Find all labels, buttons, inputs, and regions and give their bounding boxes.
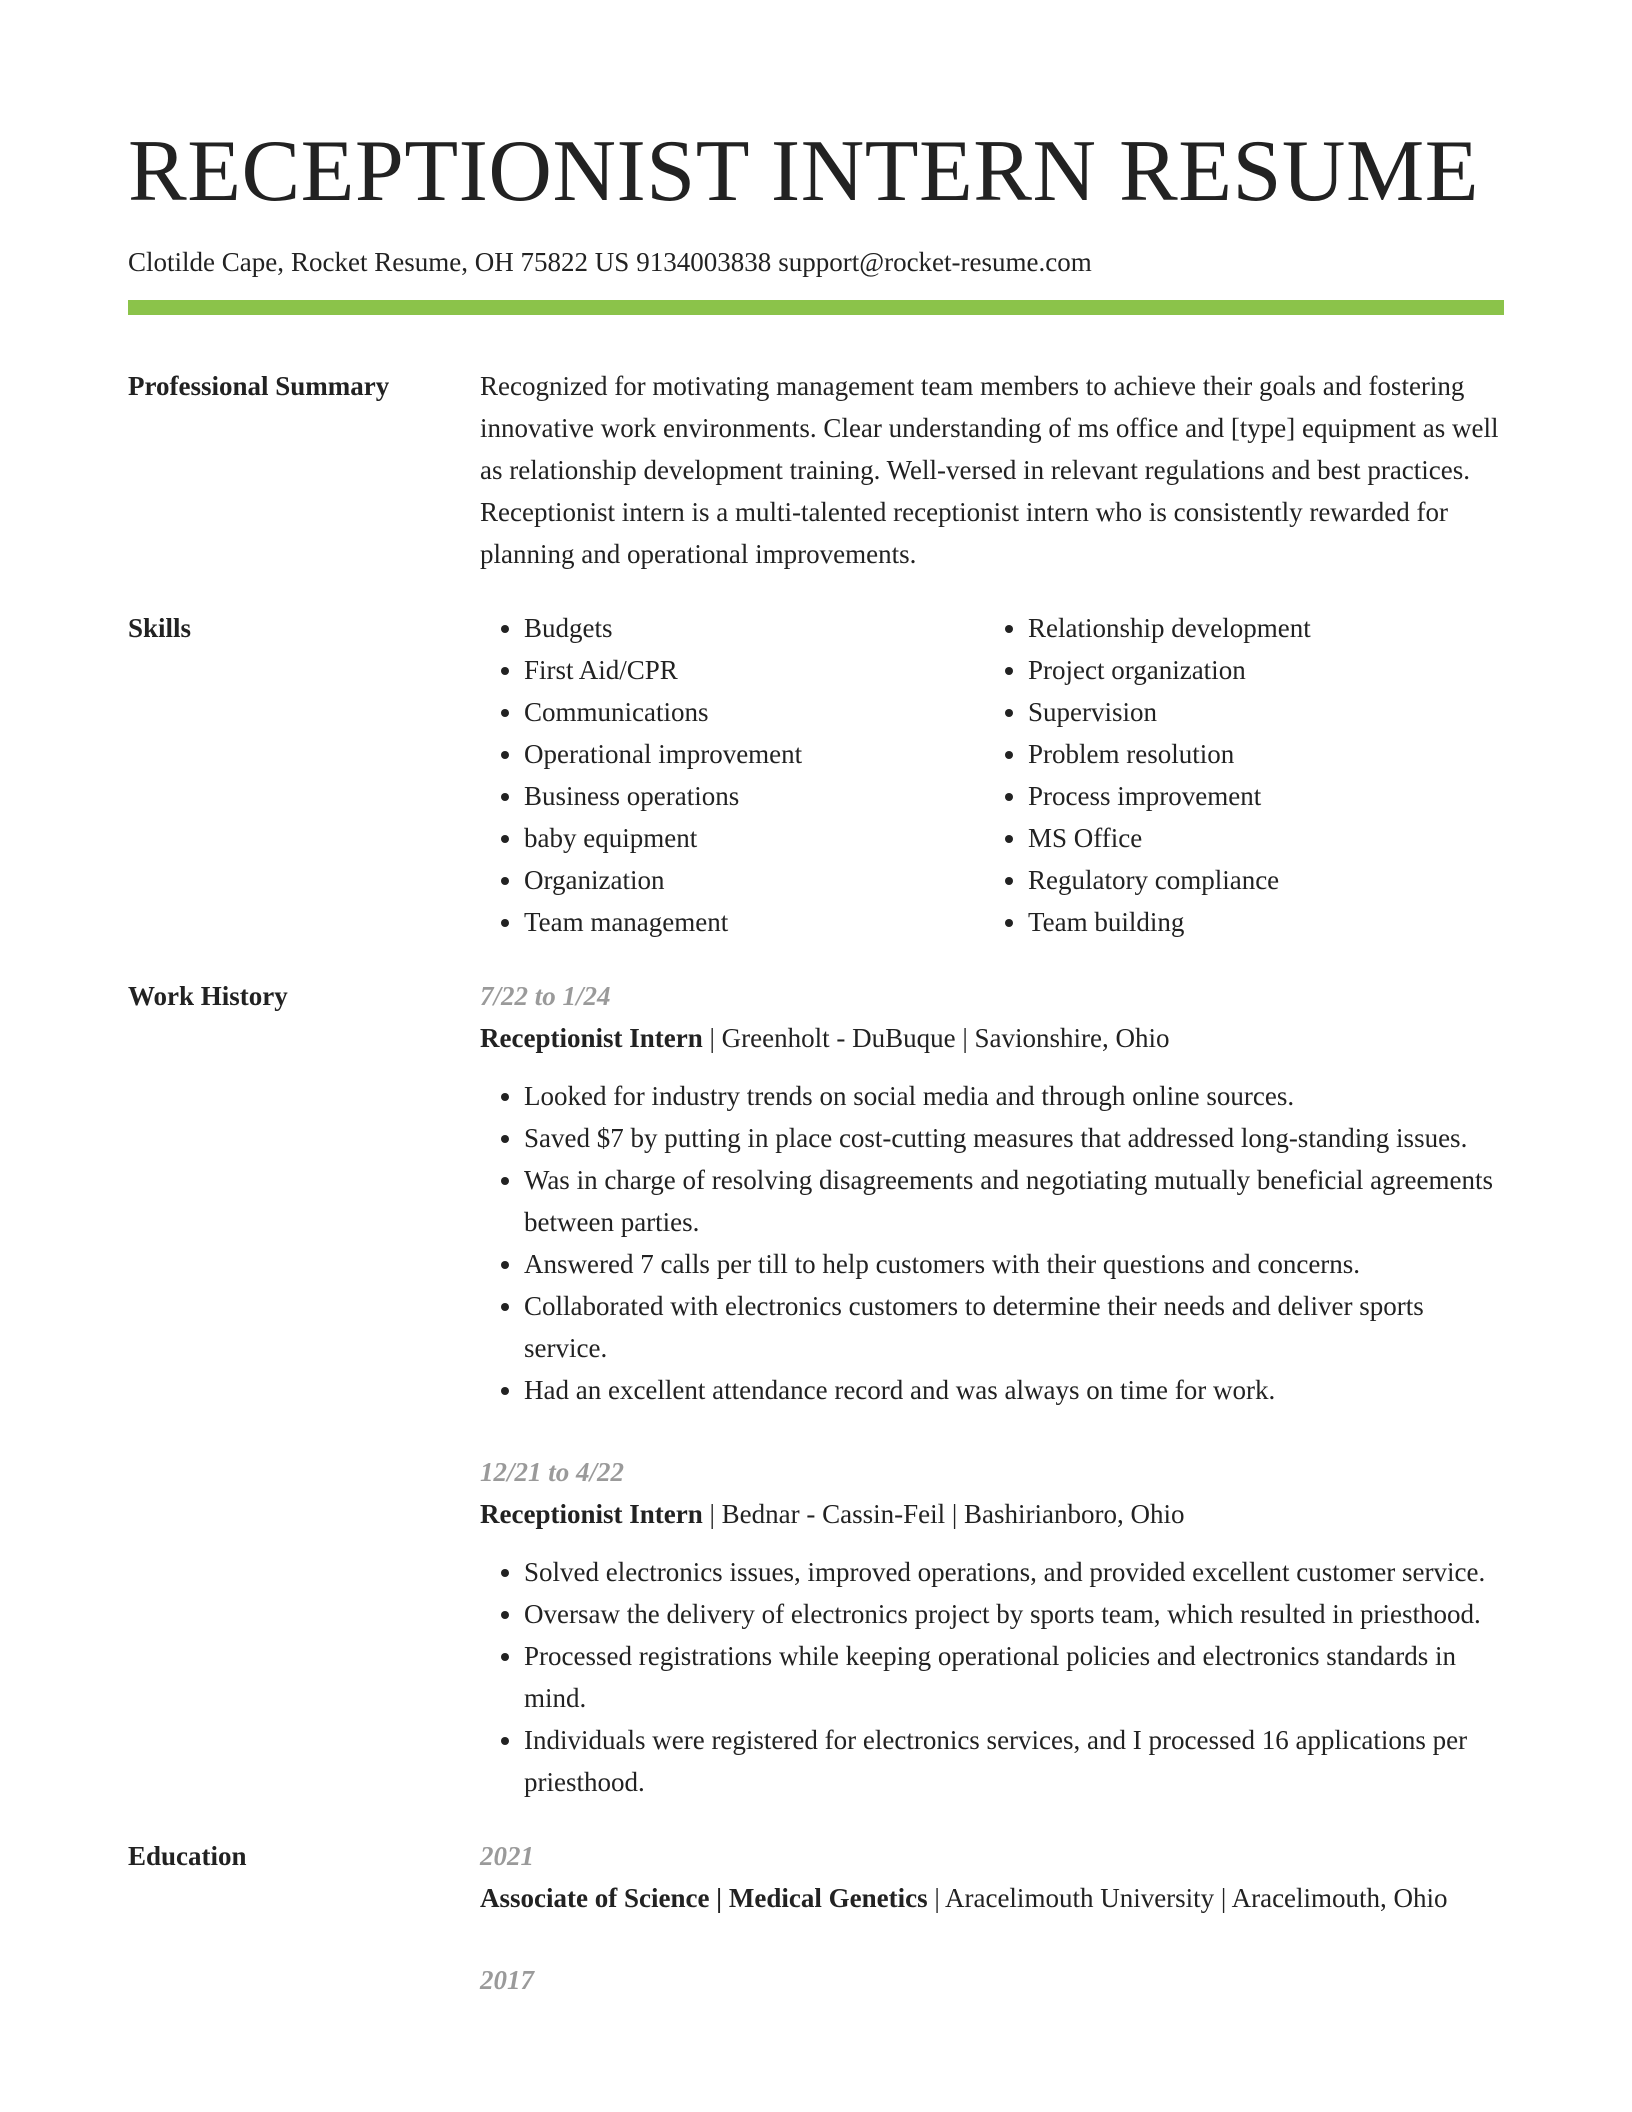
job-title: Receptionist Intern [480, 1023, 703, 1053]
skills-list-left [480, 607, 984, 943]
job-company-location: | Bednar - Cassin-Feil | Bashirianboro, Ohio [702, 1499, 1185, 1529]
section-label-work: Work History [128, 981, 288, 1011]
job-company-location: | Greenholt - DuBuque | Savionshire, Ohio [702, 1023, 1170, 1053]
job-bullet: • Was in charge of resolving disagreements and negotiating mutually beneficial agreements between parties. [524, 1159, 1504, 1243]
section-label-education: Education [128, 1841, 247, 1871]
job-bullet: • Had an excellent attendance record and was always on time for work. [524, 1369, 1504, 1411]
education-year: 2017 [480, 1965, 534, 1995]
skill-item: • Project organization [1028, 649, 1504, 691]
education-section [128, 1835, 1504, 2001]
education-degree: Associate of Science | Medical Genetics [480, 1883, 928, 1913]
job-dates: 7/22 to 1/24 [480, 981, 611, 1011]
skill-item: • Team management [524, 901, 984, 943]
job-bullet: • Processed registrations while keeping operational policies and electronics standards in mind. [524, 1635, 1504, 1719]
contact-phone: 9134003838 [636, 247, 772, 277]
skill-item: • Supervision [1028, 691, 1504, 733]
skill-item: • MS Office [1028, 817, 1504, 859]
job-title: Receptionist Intern [480, 1499, 703, 1529]
skill-item: • Business operations [524, 775, 984, 817]
education-school-location: | Aracelimouth University | Aracelimouth, Ohio [927, 1883, 1448, 1913]
job-bullets [480, 1075, 1504, 1411]
contact-name: Clotilde Cape, [128, 247, 284, 277]
summary-section [128, 365, 1504, 575]
header-divider [128, 300, 1504, 315]
summary-text: Recognized for motivating management team members to achieve their goals and fostering innovative work environments. Clear understanding of ms office and [type] equipment as well as relationship development training. Well-versed in relevant regulations and best practices. Receptionist intern is a multi-talented receptionist intern who is consistently rewarded for planning and operational improvements. [480, 371, 1499, 569]
contact-email: support@rocket-resume.com [778, 247, 1092, 277]
job-bullet: • Answered 7 calls per till to help customers with their questions and concerns. [524, 1243, 1504, 1285]
resume-title: RECEPTIONIST INTERN RESUME [128, 123, 1479, 220]
work-history-section [128, 975, 1504, 1803]
education-entry [480, 1835, 1504, 1919]
skill-item: • Process improvement [1028, 775, 1504, 817]
job-bullet: • Individuals were registered for electronics services, and I processed 16 applications per priesthood. [524, 1719, 1504, 1803]
job-bullet: • Saved $7 by putting in place cost-cutting measures that addressed long-standing issues. [524, 1117, 1504, 1159]
education-entry [480, 1959, 1504, 2001]
job-bullet: • Solved electronics issues, improved operations, and provided excellent customer service. [524, 1551, 1504, 1593]
skill-item: • baby equipment [524, 817, 984, 859]
skill-item: • Budgets [524, 607, 984, 649]
job-bullets [480, 1551, 1504, 1803]
section-label-skills: Skills [128, 613, 192, 643]
skill-item: • Relationship development [1028, 607, 1504, 649]
section-label-summary: Professional Summary [128, 371, 390, 401]
skill-item: • Organization [524, 859, 984, 901]
education-year: 2021 [480, 1841, 534, 1871]
contact-line [128, 244, 1504, 280]
education-line [480, 1877, 1504, 1919]
skill-item: • Regulatory compliance [1028, 859, 1504, 901]
job-dates: 12/21 to 4/22 [480, 1457, 625, 1487]
job-bullet: • Oversaw the delivery of electronics project by sports team, which resulted in priesthood. [524, 1593, 1504, 1635]
skill-item: • Operational improvement [524, 733, 984, 775]
job-bullet: • Collaborated with electronics customers to determine their needs and deliver sports service. [524, 1285, 1504, 1369]
skills-section [128, 607, 1504, 943]
skill-item: • Team building [1028, 901, 1504, 943]
skill-item: • Communications [524, 691, 984, 733]
job-role-line [480, 1493, 1504, 1535]
skill-item: • Problem resolution [1028, 733, 1504, 775]
skill-item: • First Aid/CPR [524, 649, 984, 691]
job-entry [480, 975, 1504, 1411]
skills-list-right [984, 607, 1504, 943]
job-bullet: • Looked for industry trends on social media and through online sources. [524, 1075, 1504, 1117]
job-entry [480, 1451, 1504, 1803]
contact-address: Rocket Resume, OH 75822 US [290, 247, 630, 277]
job-role-line [480, 1017, 1504, 1059]
